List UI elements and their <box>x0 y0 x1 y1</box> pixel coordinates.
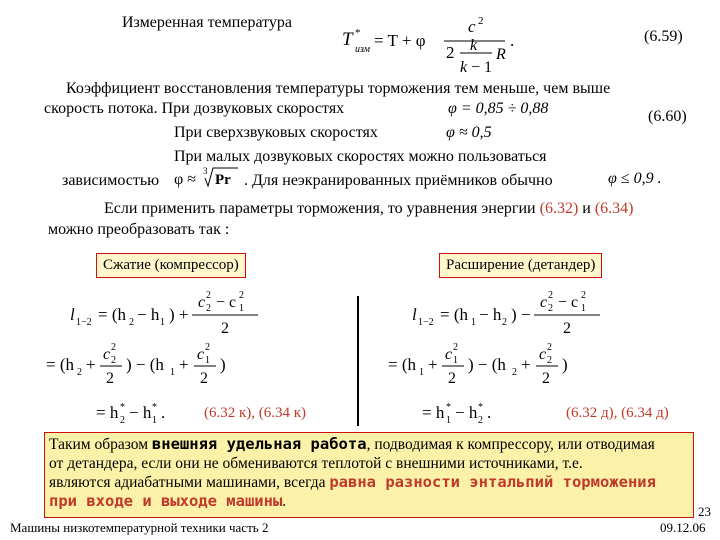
svg-text:+: + <box>86 355 96 374</box>
supersonic-line: При сверхзвуковых скоростях <box>174 124 378 141</box>
summary-line2: от детандера, если они не обмениваются теплотой с внешними источниками, т.е. <box>49 455 583 472</box>
footer-date: 09.12.06 <box>660 520 706 535</box>
svg-text:2: 2 <box>221 320 229 337</box>
stagnation-params-line1 <box>104 200 634 218</box>
svg-text:= h: = h <box>96 403 119 422</box>
footer-page-number: 23 <box>698 504 711 519</box>
svg-text:2: 2 <box>581 290 586 301</box>
svg-text:2: 2 <box>512 367 517 378</box>
recovery-coefficient-line1: Коэффициент восстановления температуры торможения тем меньше, чем выше <box>66 80 611 97</box>
dependency-label: зависимостью <box>62 172 160 189</box>
svg-text:): ) <box>562 355 568 374</box>
svg-text:) −: ) − <box>511 305 531 324</box>
summary-text: являются адиабатными машинами, всегда <box>49 474 330 491</box>
supersonic-phi-value: φ ≈ 0,5 <box>446 124 492 141</box>
formula-6-59 <box>340 6 530 78</box>
summary-text: Таким образом <box>49 436 152 453</box>
svg-text:2: 2 <box>478 15 484 27</box>
svg-text:c: c <box>198 294 206 311</box>
compressor-refs: (6.32 к), (6.34 к) <box>204 405 307 421</box>
summary-text: , подводимая к компрессору, или отводимая <box>366 436 655 453</box>
svg-text:2: 2 <box>77 367 82 378</box>
svg-text:= (h: = (h <box>388 355 416 374</box>
svg-text:l: l <box>412 305 417 324</box>
svg-text:c: c <box>468 17 476 36</box>
svg-text:1−2: 1−2 <box>76 317 92 328</box>
svg-text:1: 1 <box>446 415 451 426</box>
svg-text:2: 2 <box>547 355 552 366</box>
svg-text:− c: − c <box>558 294 579 311</box>
summary-line4 <box>49 492 693 511</box>
svg-text:k: k <box>460 59 468 76</box>
svg-text:c: c <box>540 294 548 311</box>
svg-text:2: 2 <box>548 303 553 314</box>
svg-text:1: 1 <box>581 303 586 314</box>
expander-label: Расширение (детандер) <box>439 253 602 278</box>
unscreened-phi-value: φ ≤ 0,9 . <box>608 170 662 187</box>
svg-text:*: * <box>478 402 483 413</box>
svg-text:1: 1 <box>170 367 175 378</box>
svg-text:) +: ) + <box>169 305 189 324</box>
svg-text:l: l <box>70 305 75 324</box>
svg-text:2: 2 <box>205 342 210 353</box>
svg-text:*: * <box>120 402 125 413</box>
svg-text:c: c <box>103 346 111 363</box>
svg-text:− h: − h <box>479 305 502 324</box>
svg-text:.: . <box>487 403 492 422</box>
svg-text:c: c <box>445 346 453 363</box>
svg-text:= (h: = (h <box>440 305 468 324</box>
expander-refs: (6.32 д), (6.34 д) <box>566 405 669 421</box>
summary-box <box>44 432 694 518</box>
summary-line3 <box>49 473 693 492</box>
summary-bold-enthalpy-difference: равна разности энтальпий торможения <box>329 473 656 491</box>
svg-text:R: R <box>496 46 506 63</box>
svg-text:1: 1 <box>471 317 476 328</box>
svg-text:1: 1 <box>453 355 458 366</box>
svg-text:T: T <box>342 29 353 50</box>
phi-cube-root-pr-formula <box>172 164 242 190</box>
svg-text:2: 2 <box>563 320 571 337</box>
svg-text:.: . <box>510 31 515 50</box>
svg-text:2: 2 <box>542 370 550 387</box>
summary-line1 <box>49 435 693 454</box>
stagnation-params-line2: можно преобразовать так : <box>48 221 230 238</box>
summary-bold-external-work: внешняя удельная работа <box>151 435 367 453</box>
measured-temperature-label: Измеренная температура <box>122 14 293 31</box>
svg-text:Pr: Pr <box>215 172 231 188</box>
svg-text:2: 2 <box>446 43 455 62</box>
subsonic-phi-value: φ = 0,85 ÷ 0,88 <box>448 100 549 117</box>
svg-text:c: c <box>197 346 205 363</box>
svg-text:2: 2 <box>106 370 114 387</box>
svg-text:1−2: 1−2 <box>418 317 434 328</box>
ref-6-32: (6.32) <box>539 200 579 217</box>
svg-text:2: 2 <box>111 342 116 353</box>
svg-text:+: + <box>521 355 531 374</box>
svg-text:) − (h: ) − (h <box>126 355 164 374</box>
and-word: и <box>582 200 591 217</box>
svg-text:− 1: − 1 <box>471 59 493 76</box>
svg-text:− h: − h <box>137 305 160 324</box>
compressor-label: Сжатие (компрессор) <box>96 253 246 278</box>
svg-text:) − (h: ) − (h <box>468 355 506 374</box>
svg-text:2: 2 <box>502 317 507 328</box>
svg-text:+: + <box>428 355 438 374</box>
svg-text:2: 2 <box>206 290 211 301</box>
svg-text:− c: − c <box>216 294 237 311</box>
svg-text:= (h: = (h <box>98 305 126 324</box>
svg-text:1: 1 <box>239 303 244 314</box>
svg-text:2: 2 <box>120 415 125 426</box>
svg-text:3: 3 <box>203 166 208 176</box>
svg-text:φ ≈: φ ≈ <box>174 171 197 188</box>
svg-text:2: 2 <box>239 290 244 301</box>
svg-text:2: 2 <box>448 370 456 387</box>
column-divider <box>357 296 359 426</box>
svg-text:= T + φ: = T + φ <box>374 31 426 50</box>
svg-text:*: * <box>152 402 157 413</box>
svg-text:2: 2 <box>478 415 483 426</box>
svg-text:= (h: = (h <box>46 355 74 374</box>
equation-number-6-59: (6.59) <box>644 28 683 45</box>
stagnation-params-text: Если применить параметры торможения, то уравнения энергии <box>104 200 536 217</box>
svg-text:2: 2 <box>453 342 458 353</box>
unscreened-sensors-line: . Для неэкранированных приёмников обычно <box>244 172 553 189</box>
svg-text:− h: − h <box>129 403 152 422</box>
svg-text:2: 2 <box>200 370 208 387</box>
summary-text: . <box>282 493 287 510</box>
svg-text:2: 2 <box>129 317 134 328</box>
svg-text:= h: = h <box>422 403 445 422</box>
svg-text:c: c <box>539 346 547 363</box>
recovery-coefficient-line2: скорость потока. При дозвуковых скоростях <box>44 100 345 117</box>
footer-course-title: Машины низкотемпературной техники часть 2 <box>10 520 269 535</box>
svg-text:*: * <box>446 402 451 413</box>
svg-text:2: 2 <box>206 303 211 314</box>
svg-text:1: 1 <box>205 355 210 366</box>
svg-text:изм: изм <box>355 44 371 55</box>
svg-text:− h: − h <box>455 403 478 422</box>
svg-text:1: 1 <box>419 367 424 378</box>
svg-text:1: 1 <box>152 415 157 426</box>
svg-text:): ) <box>220 355 226 374</box>
svg-text:2: 2 <box>547 342 552 353</box>
svg-text:k: k <box>470 37 478 54</box>
summary-bold-inlet-outlet: при входе и выходе машины <box>49 492 283 510</box>
svg-text:2: 2 <box>548 290 553 301</box>
svg-text:.: . <box>161 403 166 422</box>
svg-text:*: * <box>355 27 361 39</box>
svg-text:2: 2 <box>111 355 116 366</box>
svg-text:1: 1 <box>160 317 165 328</box>
svg-text:+: + <box>179 355 189 374</box>
low-subsonic-line: При малых дозвуковых скоростях можно пользоваться <box>174 148 547 165</box>
equation-number-6-60: (6.60) <box>648 108 687 125</box>
ref-6-34: (6.34) <box>594 200 634 217</box>
